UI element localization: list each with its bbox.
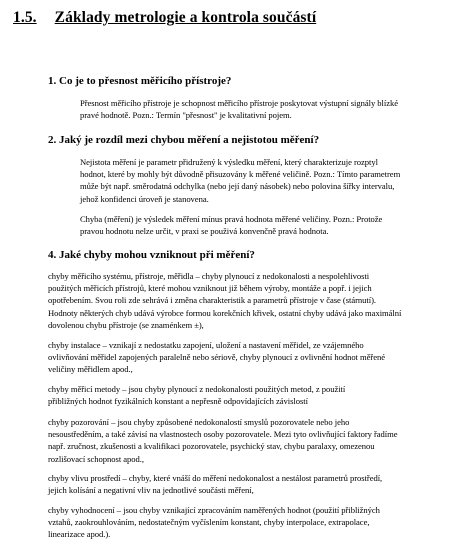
paragraph: chyby měřicí metody – jsou chyby plynoucí z nedokonalosti použitých metod, z použití přibližných hodnot fyzikálních konstant a nepřesně odpovídajících závislostí [48, 384, 346, 407]
paragraph: Přesnost měřicího přístroje je schopnost měřicího přístroje poskytovat výstupní signály blízké pravé hodnotě. Pozn.: Termín "přesnost" je kvalitativní pojem. [80, 98, 398, 121]
paragraph: Chyba (měření) je výsledek měření mínus pravá hodnota měřené veličiny. Pozn.: Protože pravou hodnotu nelze určit, v praxi se použivá konvenčně pravá hodnota. [80, 214, 383, 237]
question-heading-2: 2. Jaký je rozdíl mezi chybou měření a nejistotou měření? [48, 134, 320, 146]
chapter-title [13, 9, 316, 27]
paragraph: chyby měřicího systému, přístroje, měřidla – chyby plynoucí z nedokonalosti a nespolehlivosti použitých měřicích přístrojů, které mohou vzniknout již během výroby, montáže a popř. i jejich opotřebením. Svou roli zde sehrává i změna charakteristik a parametrů přístroje v čase (stárnutí). Hodnoty některých chyb udává výrobce formou korekčních křivek, ostatní chyby udává jako maximální dovolenou chybu přístroje (se znaménkem ±), [48, 271, 402, 330]
paragraph: chyby pozorování – jsou chyby způsobené nedokonalostí smyslů pozorovatele nebo jeho nesoustředěním, a také závisí na vlastnostech osoby pozorovatele. Mezi tyto ovlivňující faktory řadíme např. zručnost, zkušenosti a kvalifikaci pozorovatele, psychický stav, chybu paralaxy, omezenou rozlišovací schopnost apod., [48, 417, 398, 464]
paragraph: chyby vyhodnocení – jsou chyby vznikající zpracováním naměřených hodnot (použití přibližných vztahů, zaokrouhlováním, nedostatečným vyčíslením konstant, chyby interpolace, extrapolace, linearizace apod.). [48, 505, 380, 540]
paragraph: chyby vlivu prostředí – chyby, které vnáší do měření nedokonalost a nestálost parametrů prostředí, jejich kolísání a negativní vliv na jednotlivé součásti měření, [48, 473, 383, 496]
chapter-title-text: Základy metrologie a kontrola součástí [54, 9, 317, 26]
question-heading-1: 1. Co je to přesnost měřicího přístroje? [48, 75, 232, 87]
paragraph: chyby instalace – vznikají z nedostatku zapojení, uložení a nastavení měřidel, ze vzájemného ovlivňování měřidel zapojených paralelně nebo sériově, chyby plynoucí z ovlivnění hodnot měřené veličiny měřidlem apod., [48, 340, 385, 375]
paragraph: Nejistota měření je parametr přidružený k výsledku měření, který charakterizuje rozptyl hodnot, které by mohly být důvodně přisuzovány k měřené veličině. Pozn.: Tímto parametrem může být např. směrodatná odchylka (nebo její daný násobek) nebo polovina šířky intervalu, jehož konfidenci úroveň je stanovena. [80, 157, 401, 204]
question-heading-4: 4. Jaké chyby mohou vzniknout při měření? [48, 249, 255, 261]
chapter-number: 1.5. [13, 9, 37, 26]
